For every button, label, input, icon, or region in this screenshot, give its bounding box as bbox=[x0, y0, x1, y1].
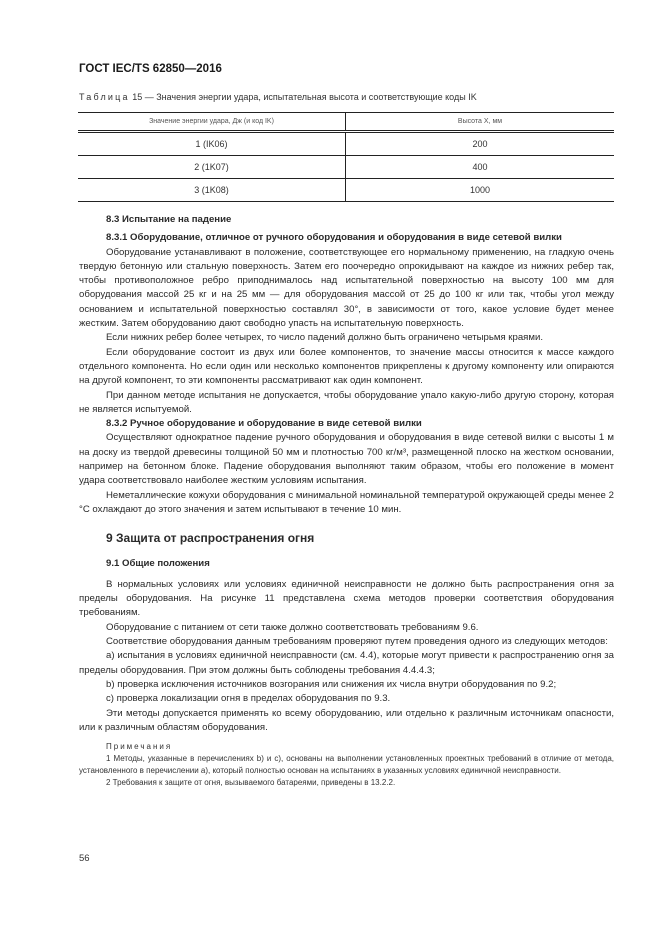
cell-energy: 1 (IK06) bbox=[78, 132, 346, 156]
section-9-heading: 9 Защита от распространения огня bbox=[106, 531, 315, 546]
notes-title: Примечания bbox=[106, 742, 173, 752]
document-body bbox=[79, 213, 614, 789]
cell-height: 200 bbox=[346, 132, 615, 156]
paragraph: Если нижних ребер более четырех, то число падений должно быть ограничено четырьмя краями. bbox=[106, 332, 543, 344]
table-row bbox=[78, 156, 614, 179]
table-row bbox=[78, 132, 614, 156]
table-caption-label: Таблица bbox=[79, 92, 130, 102]
cell-height: 400 bbox=[346, 156, 615, 179]
table-header-row bbox=[78, 113, 614, 132]
paragraph: Оборудование с питанием от сети также должно соответствовать требованиям 9.6. bbox=[106, 621, 479, 633]
paragraph: Соответствие оборудования данным требованиям проверяют путем проведения одного из следующих методов: bbox=[106, 636, 608, 648]
note-item: 1 Методы, указанные в перечислениях b) и c), основаны на выполнении установленных проектных требований в отличие от метода, установленного в перечислении a), который полностью основан на испытаниях в указанных условиях единичной неисправности. bbox=[79, 754, 614, 776]
column-header-height: Высота X, мм bbox=[346, 113, 615, 132]
section-8-3-2-heading: 8.3.2 Ручное оборудование и оборудование в виде сетевой вилки bbox=[106, 418, 422, 430]
cell-energy: 2 (1K07) bbox=[78, 156, 346, 179]
notes-block bbox=[79, 741, 614, 789]
cell-height: 1000 bbox=[346, 179, 615, 202]
section-9-1-heading: 9.1 Общие положения bbox=[106, 557, 210, 569]
table-row bbox=[78, 179, 614, 202]
paragraph: Неметаллические кожухи оборудования с минимальной номинальной температурой окружающей среды менее 2 °С охлаждают до этого значения и затем испытывают в течение 10 мин. bbox=[79, 489, 614, 515]
section-8-3-heading: 8.3 Испытание на падение bbox=[106, 214, 232, 225]
section-8-3-1-heading: 8.3.1 Оборудование, отличное от ручного оборудования и оборудования в виде сетевой вилки bbox=[106, 232, 562, 244]
note-item: 2 Требования к защите от огня, вызываемого батареями, приведены в 13.2.2. bbox=[106, 778, 396, 788]
table-caption-text: 15 — Значения энергии удара, испытательная высота и соответствующие коды IK bbox=[129, 92, 477, 102]
list-item: c) проверка локализации огня в пределах оборудования по 9.3. bbox=[106, 693, 391, 705]
paragraph: При данном методе испытания не допускается, чтобы оборудование упало какую-либо другую сторону, которая не является испытуемой. bbox=[79, 389, 614, 415]
table-caption bbox=[79, 92, 477, 102]
paragraph: В нормальных условиях или условиях единичной неисправности не должно быть распространения огня за пределы оборудования. На рисунке 11 представлена схема методов проверки соответствия оборудования требованиям. bbox=[79, 578, 614, 619]
document-id-header: ГОСТ IEC/TS 62850—2016 bbox=[79, 63, 222, 75]
paragraph: Если оборудование состоит из двух или более компонентов, то значение массы относится к массе каждого отдельного компонента. Но если один или несколько компонентов прикреплены к другому компоненту или опираются на другой компонент, то эти компоненты рассматривают как один компонент. bbox=[79, 346, 614, 387]
list-item: b) проверка исключения источников возгорания или снижения их числа внутри оборудования по 9.2; bbox=[106, 678, 557, 690]
list-item: a) испытания в условиях единичной неисправности (см. 4.4), которые могут привести к распространению огня за пределы оборудования. При этом должны быть соблюдены требования 4.4.4.3; bbox=[79, 650, 614, 676]
paragraph: Осуществляют однократное падение ручного оборудования и оборудования в виде сетевой вилки с высоты 1 м на доску из твердой древесины толщиной 50 мм и плотностью 700 кг/м³, размещенной плоско на жестком основании, например на бетонном блоке. Падение оборудования выполняют таким образом, чтобы его положение в момент удара соответствовало наиболее жестким условиям испытания. bbox=[79, 432, 614, 487]
paragraph: Эти методы допускается применять ко всему оборудованию, или отдельно к различным источникам опасности, или к различным областям оборудования. bbox=[79, 707, 614, 733]
impact-energy-table bbox=[78, 112, 614, 202]
paragraph: Оборудование устанавливают в положение, соответствующее его нормальному применению, на гладкую очень твердую бетонную или стальную поверхность. Затем его поочередно опрокидывают на каждое из нижних ребер так, чтобы противоположное ребро приподнималось над испытательной поверхностью на высоту 100 мм для оборудования массой 25 кг и на 25 мм — для оборудования массой от 25 до 100 кг или так, чтобы угол между основанием и испытательной поверхностью составлял 30°, в зависимости от того, какое условие будет менее жестким. Затем оборудованию дают свободно упасть на испытательную поверхность. bbox=[79, 246, 614, 330]
cell-energy: 3 (1K08) bbox=[78, 179, 346, 202]
page-number: 56 bbox=[79, 853, 90, 864]
column-header-energy: Значение энергии удара, Дж (и код IK) bbox=[78, 113, 346, 132]
